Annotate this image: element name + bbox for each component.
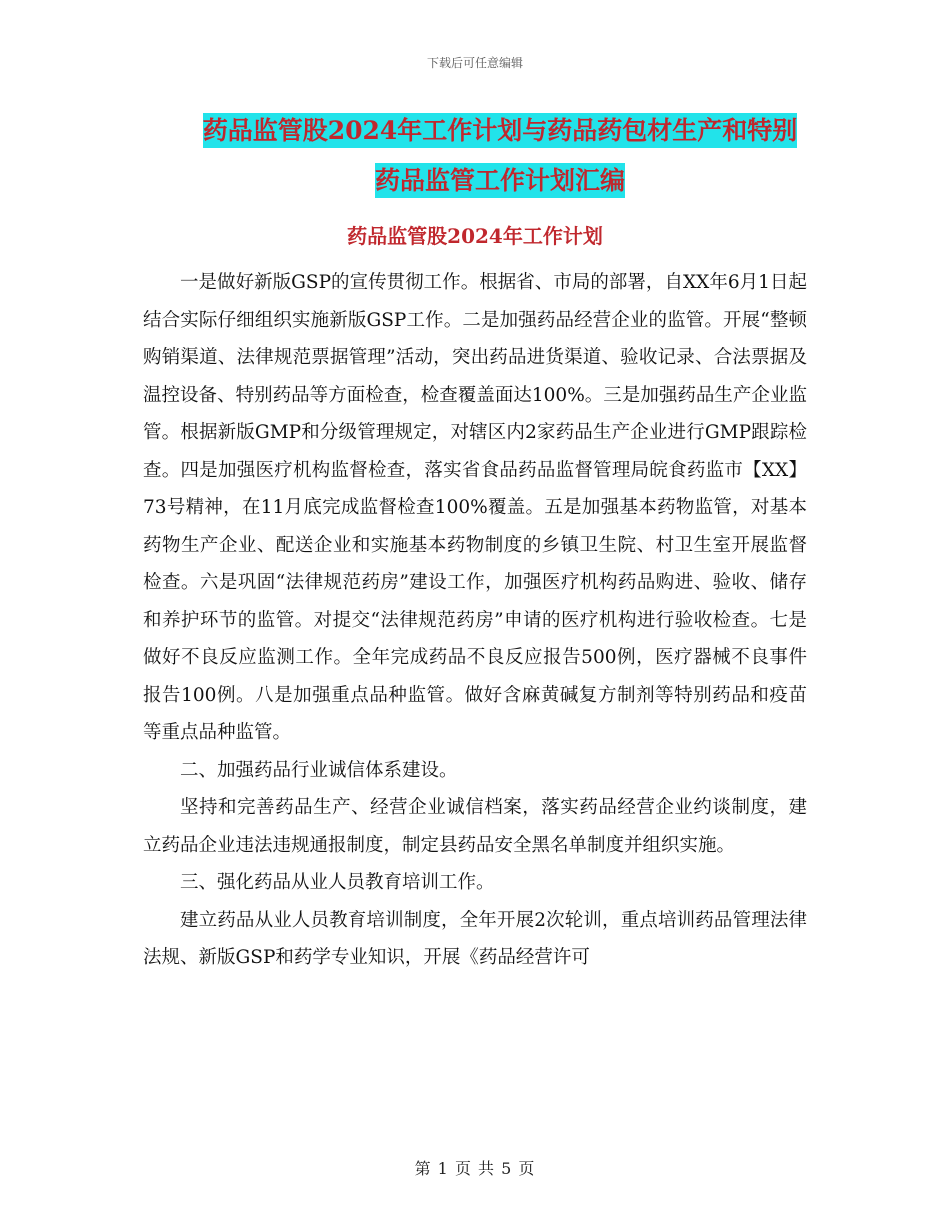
section-title: 药品监管股2024年工作计划 [347,224,603,248]
paragraph-3: 坚持和完善药品生产、经营企业诚信档案，落实药品经营企业约谈制度，建立药品企业违法违规通报制度，制定县药品安全黑名单制度并组织实施。 [143,797,807,856]
document-title-line-1: 药品监管股2024年工作计划与药品药包材生产和特别 [203,113,798,148]
document-title-line-2: 药品监管工作计划汇编 [375,163,625,198]
paragraph-2-heading: 二、加强药品行业诚信体系建设。 [180,759,458,781]
paragraph-4-heading: 三、强化药品从业人员教育培训工作。 [180,872,495,893]
document-title [150,106,850,206]
header-note: 下载后可任意编辑 [426,56,523,70]
page-number-footer: 第 1 页 共 5 页 [414,1159,536,1178]
document-body [143,264,807,977]
paragraph-1: 一是做好新版GSP的宣传贯彻工作。根据省、市局的部署，自XX年6月1日起结合实际仔细组织实施新版GSP工作。二是加强药品经营企业的监管。开展“整顿购销渠道、法律规范票据管理”活动，突出药品进货渠道、验收记录、合法票据及温控设备、特别药品等方面检查，检查覆盖面达100%。三是加强药品生产企业监管。根据新版GMP和分级管理规定，对辖区内2家药品生产企业进行GMP跟踪检查。四是加强医疗机构监督检查，落实省食品药品监督管理局皖食药监市【XX】73号精神，在11月底完成监督检查100%覆盖。五是加强基本药物监管，对基本药物生产企业、配送企业和实施基本药物制度的乡镇卫生院、村卫生室开展监督检查。六是巩固“法律规范药房”建设工作，加强医疗机构药品购进、验收、储存和养护环节的监管。对提交“法律规范药房”申请的医疗机构进行验收检查。七是做好不良反应监测工作。全年完成药品不良反应报告500例，医疗器械不良事件报告100例。八是加强重点品种监管。做好含麻黄碱复方制剂等特别药品和疫苗等重点品种监管。 [143,272,807,743]
paragraph-5: 建立药品从业人员教育培训制度，全年开展2次轮训，重点培训药品管理法律法规、新版GSP和药学专业知识，开展《药品经营许可 [143,909,807,968]
